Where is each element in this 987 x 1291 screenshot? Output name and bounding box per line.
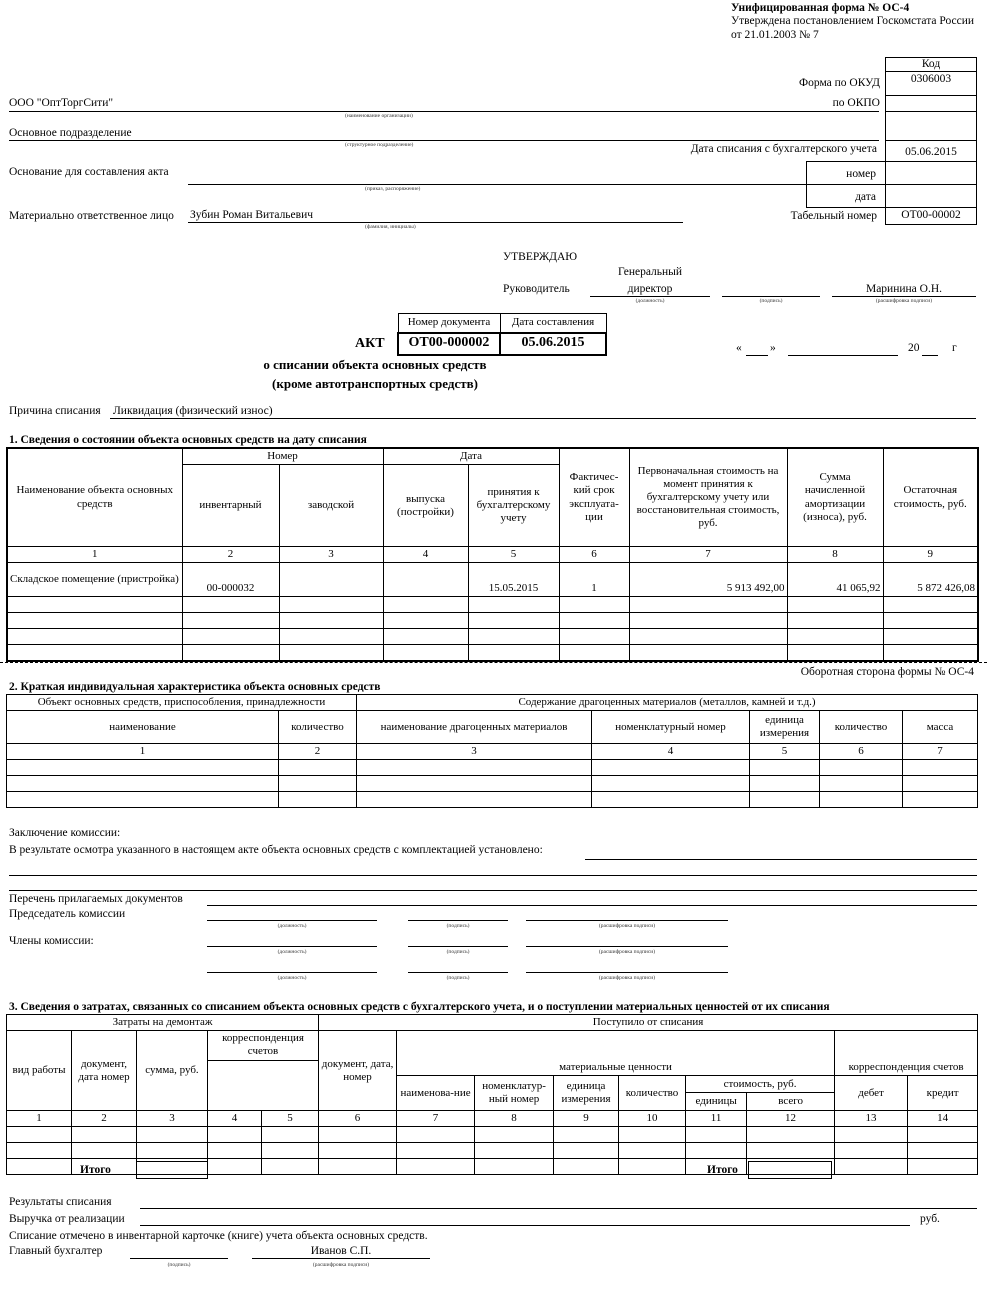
s3-h-munit: единица измерения xyxy=(554,1076,619,1111)
s1-num: 9 xyxy=(883,547,978,563)
position-line-1: Генеральный xyxy=(617,266,683,278)
reason-label: Причина списания xyxy=(9,405,101,417)
basis-caption: (приказ, распоряжение) xyxy=(365,186,421,192)
chief-label: Главный бухгалтер xyxy=(9,1245,103,1257)
position-line xyxy=(590,296,710,297)
okud-label: Форма по ОКУД xyxy=(799,77,880,89)
s1-row-initial: 5 913 492,00 xyxy=(629,563,787,597)
chief-signature-line xyxy=(130,1258,228,1259)
revenue-line xyxy=(140,1225,910,1226)
costs-total-box xyxy=(136,1161,208,1179)
s3-num: 1 xyxy=(7,1111,72,1127)
revenue-label: Выручка от реализации xyxy=(9,1213,125,1225)
okud-value: 0306003 xyxy=(910,73,952,85)
s3-h-costs: Затраты на демонтаж xyxy=(7,1015,319,1031)
s1-num: 6 xyxy=(559,547,629,563)
empty-code-box xyxy=(885,111,977,141)
chairman-label: Председатель комиссии xyxy=(9,908,126,920)
s1-num: 8 xyxy=(787,547,883,563)
table-row xyxy=(7,1143,978,1159)
section3-table xyxy=(6,1014,978,1175)
section1-table xyxy=(6,447,979,662)
s3-h-mname: наименова-ние xyxy=(397,1076,475,1111)
table-row xyxy=(7,629,978,645)
s2-num: 6 xyxy=(820,744,903,760)
act-title-line-1: о списании объекта основных средств xyxy=(263,357,487,372)
subdivision-caption: (структурное подразделение) xyxy=(345,142,414,148)
s1-h-name: Наименование объекта основных средств xyxy=(7,448,182,547)
revenue-currency: руб. xyxy=(920,1213,940,1225)
position-line-2: директор xyxy=(627,283,673,295)
section2-table xyxy=(6,694,978,808)
s1-row-name: Складское помещение (пристройка) xyxy=(7,563,182,597)
conclusion-label: Заключение комиссии: xyxy=(9,827,121,839)
table-row xyxy=(7,597,978,613)
attached-docs-line xyxy=(207,905,977,906)
reason-line xyxy=(110,418,976,419)
s2-h-qty: количество xyxy=(279,711,357,744)
member1-signature-line xyxy=(408,946,508,947)
s3-h-mat: материальные ценности xyxy=(397,1060,835,1076)
table-row xyxy=(7,563,978,597)
date-quote-close: » xyxy=(770,342,776,354)
tabnum-value: ОТ00-00002 xyxy=(901,209,961,221)
number-value-box xyxy=(885,161,977,185)
s3-num: 2 xyxy=(72,1111,137,1127)
members-label: Члены комиссии: xyxy=(9,935,94,947)
s1-h-release: выпуска (постройки) xyxy=(383,465,468,547)
s3-h-credit2: кредит xyxy=(908,1076,978,1111)
writeoff-date-label: Дата списания с бухгалтерского учета xyxy=(690,143,877,155)
org-line xyxy=(9,111,879,112)
marked-label: Списание отмечено в инвентарной карточке (книге) учета объекта основных средств. xyxy=(9,1230,428,1242)
member1-position-caption: (должность) xyxy=(277,949,307,955)
s3-h-debit2: дебет xyxy=(835,1076,908,1111)
doc-number-header: Номер документа xyxy=(398,314,500,333)
s1-h-amort: Сумма начисленной амортизации (износа), руб. xyxy=(787,448,883,547)
s1-h-inv: инвентарный xyxy=(182,465,279,547)
s1-h-date: Дата xyxy=(383,448,559,465)
s1-num: 4 xyxy=(383,547,468,563)
s3-num: 5 xyxy=(262,1111,319,1127)
day-line xyxy=(746,355,768,356)
member1-name-caption: (расшифровка подписи) xyxy=(598,949,656,955)
chief-name-line xyxy=(252,1258,430,1259)
s2-h-name: наименование xyxy=(7,711,279,744)
s2-num: 1 xyxy=(7,744,279,760)
table-row xyxy=(7,645,978,661)
s1-num: 3 xyxy=(279,547,383,563)
s3-num: 7 xyxy=(397,1111,475,1127)
s3-h-mnomen: номенклатур-ный номер xyxy=(475,1076,554,1111)
inspection-line xyxy=(585,859,977,860)
chief-signature-caption: (подпись) xyxy=(167,1262,191,1268)
s3-num: 13 xyxy=(835,1111,908,1127)
member1-signature-caption: (подпись) xyxy=(446,949,470,955)
table-row xyxy=(7,1127,978,1143)
doc-date-value: 05.06.2015 xyxy=(500,333,606,355)
approve-title: УТВЕРЖДАЮ xyxy=(503,251,578,263)
s2-h-pqty: количество xyxy=(820,711,903,744)
s2-num: 7 xyxy=(903,744,978,760)
table-row xyxy=(7,760,978,776)
s3-h-cost: стоимость, руб. xyxy=(686,1076,834,1093)
chairman-signature-caption: (подпись) xyxy=(446,923,470,929)
director-name: Маринина О.Н. xyxy=(865,283,943,295)
section2-title: 2. Краткая индивидуальная характеристика объекта основных средств xyxy=(9,681,381,693)
s1-row-release xyxy=(383,563,468,597)
act-label: АКТ xyxy=(355,336,385,351)
s3-h-total: всего xyxy=(778,1095,804,1108)
s1-h-residual: Остаточная стоимость, руб. xyxy=(883,448,978,547)
s3-num: 9 xyxy=(554,1111,619,1127)
year-line xyxy=(922,355,938,356)
s3-num: 4 xyxy=(208,1111,262,1127)
s3-num: 6 xyxy=(319,1111,397,1127)
subdivision: Основное подразделение xyxy=(9,127,132,139)
s2-h-mass: масса xyxy=(903,711,978,744)
director-name-caption: (расшифровка подписи) xyxy=(875,298,933,304)
s3-h-work: вид работы xyxy=(7,1031,72,1111)
table-row xyxy=(7,792,978,808)
s3-h-sum: сумма, руб. xyxy=(137,1031,208,1111)
okpo-label: по ОКПО xyxy=(832,97,880,109)
s3-h-unitcost: единицы xyxy=(686,1093,747,1110)
s2-h-unit: единица измерения xyxy=(750,711,820,744)
year-prefix: 20 xyxy=(908,342,920,354)
s1-row-factory xyxy=(279,563,383,597)
form-title: Унифицированная форма № ОС-4 xyxy=(731,2,910,14)
s2-h-pname: наименование драгоценных материалов xyxy=(357,711,592,744)
reverse-label: Оборотная сторона формы № ОС-4 xyxy=(800,666,974,678)
writeoff-date-value: 05.06.2015 xyxy=(905,146,957,158)
head-label: Руководитель xyxy=(503,283,570,295)
results-line xyxy=(140,1208,977,1209)
s3-num: 3 xyxy=(137,1111,208,1127)
doc-number-value: ОТ00-000002 xyxy=(398,333,500,355)
chairman-position-caption: (должность) xyxy=(277,923,307,929)
s1-h-term: Фактичес-кий срок эксплуата-ции xyxy=(559,448,629,547)
s3-num: 14 xyxy=(908,1111,978,1127)
signature-line xyxy=(722,296,820,297)
reason-value: Ликвидация (физический износ) xyxy=(113,405,273,417)
s3-h-doc2: документ, дата, номер xyxy=(319,1031,397,1111)
subdivision-line xyxy=(9,140,879,141)
chairman-position-line xyxy=(207,920,377,921)
s2-num: 4 xyxy=(592,744,750,760)
s1-h-initial: Первоначальная стоимость на момент принятия к бухгалтерскому учету или восстановительная стоимость, руб. xyxy=(629,448,787,547)
code-label: Код xyxy=(921,58,941,70)
member2-name-caption: (расшифровка подписи) xyxy=(598,975,656,981)
org-caption: (наименование организации) xyxy=(345,113,413,119)
table-row xyxy=(7,776,978,792)
member2-signature-line xyxy=(408,972,508,973)
s2-h-object: Объект основных средств, приспособления, принадлежности xyxy=(7,695,357,711)
chief-name-caption: (расшифровка подписи) xyxy=(312,1262,370,1268)
date-quote-open: « xyxy=(736,342,742,354)
responsible-value: Зубин Роман Витальевич xyxy=(190,209,314,221)
member1-position-line xyxy=(207,946,377,947)
s2-num: 2 xyxy=(279,744,357,760)
section1-title: 1. Сведения о состоянии объекта основных средств на дату списания xyxy=(9,434,367,446)
s1-num: 7 xyxy=(629,547,787,563)
tabnum-label: Табельный номер xyxy=(790,210,877,222)
member1-name-line xyxy=(526,946,728,947)
s2-num: 5 xyxy=(750,744,820,760)
okpo-box xyxy=(885,95,977,112)
s3-num: 8 xyxy=(475,1111,554,1127)
date-value-box xyxy=(885,184,977,208)
s3-num: 11 xyxy=(686,1111,747,1127)
page-fold-divider xyxy=(0,662,987,663)
s3-h-corr2: корреспонденция счетов xyxy=(835,1031,978,1076)
approved-line-2: от 21.01.2003 № 7 xyxy=(731,29,819,41)
costs-total-label: Итого xyxy=(80,1164,111,1176)
s3-h-mqty: количество xyxy=(619,1076,686,1111)
s3-h-corr: корреспонденция счетов xyxy=(208,1031,319,1060)
doc-date-header: Дата составления xyxy=(500,314,606,333)
member2-name-line xyxy=(526,972,728,973)
chairman-name-caption: (расшифровка подписи) xyxy=(598,923,656,929)
doc-number-table xyxy=(397,313,607,356)
s3-num: 10 xyxy=(619,1111,686,1127)
responsible-label: Материально ответственное лицо xyxy=(9,210,174,222)
inspection-label: В результате осмотра указанного в настоящем акте объекта основных средств с комплектацией установлено: xyxy=(9,844,543,856)
s2-h-precious: Содержание драгоценных материалов (металлов, камней и т.д.) xyxy=(357,695,978,711)
results-label: Результаты списания xyxy=(9,1196,112,1208)
date-label: дата xyxy=(855,191,876,203)
chairman-name-line xyxy=(526,920,728,921)
chief-name: Иванов С.П. xyxy=(310,1245,372,1257)
act-title-line-2: (кроме автотранспортных средств) xyxy=(272,376,478,391)
basis-label: Основание для составления акта xyxy=(9,166,169,178)
s1-h-accept: принятия к бухгалтерскому учету xyxy=(468,465,559,547)
received-total-box xyxy=(748,1161,832,1179)
s2-num: 3 xyxy=(357,744,592,760)
inspection-line-3 xyxy=(9,890,977,891)
s1-row-accept: 15.05.2015 xyxy=(468,563,559,597)
s3-h-received: Поступило от списания xyxy=(319,1015,978,1031)
responsible-line xyxy=(188,222,683,223)
year-suffix: г xyxy=(952,342,957,354)
section3-title: 3. Сведения о затратах, связанных со списанием объекта основных средств с бухгалтерского учета, и о поступлении материальных ценностей от их списания xyxy=(9,1001,830,1013)
s1-h-factory: заводской xyxy=(279,465,383,547)
s1-row-residual: 5 872 426,08 xyxy=(883,563,978,597)
received-total-label: Итого xyxy=(707,1164,738,1176)
org-name: ООО "ОптТоргСити" xyxy=(9,97,114,109)
s3-num: 12 xyxy=(747,1111,835,1127)
approved-line-1: Утверждена постановлением Госкомстата России xyxy=(731,15,975,27)
number-label: номер xyxy=(846,168,876,180)
s1-row-term: 1 xyxy=(559,563,629,597)
director-name-line xyxy=(832,296,976,297)
s1-num: 2 xyxy=(182,547,279,563)
responsible-caption: (фамилия, инициалы) xyxy=(365,224,416,230)
s1-h-number: Номер xyxy=(182,448,383,465)
month-line xyxy=(788,355,898,356)
s1-row-amort: 41 065,92 xyxy=(787,563,883,597)
s1-row-inv: 00-000032 xyxy=(182,563,279,597)
s1-num: 5 xyxy=(468,547,559,563)
basis-line xyxy=(188,184,806,185)
attached-docs-label: Перечень прилагаемых документов xyxy=(9,893,183,905)
s2-h-nomen: номенклатурный номер xyxy=(592,711,750,744)
member2-position-line xyxy=(207,972,377,973)
chairman-signature-line xyxy=(408,920,508,921)
s1-num: 1 xyxy=(7,547,182,563)
table-row xyxy=(7,613,978,629)
member2-position-caption: (должность) xyxy=(277,975,307,981)
signature-caption: (подпись) xyxy=(759,298,783,304)
member2-signature-caption: (подпись) xyxy=(446,975,470,981)
position-caption: (должность) xyxy=(635,298,665,304)
inspection-line-2 xyxy=(9,875,977,876)
s3-h-doc: документ, дата номер xyxy=(72,1031,137,1111)
